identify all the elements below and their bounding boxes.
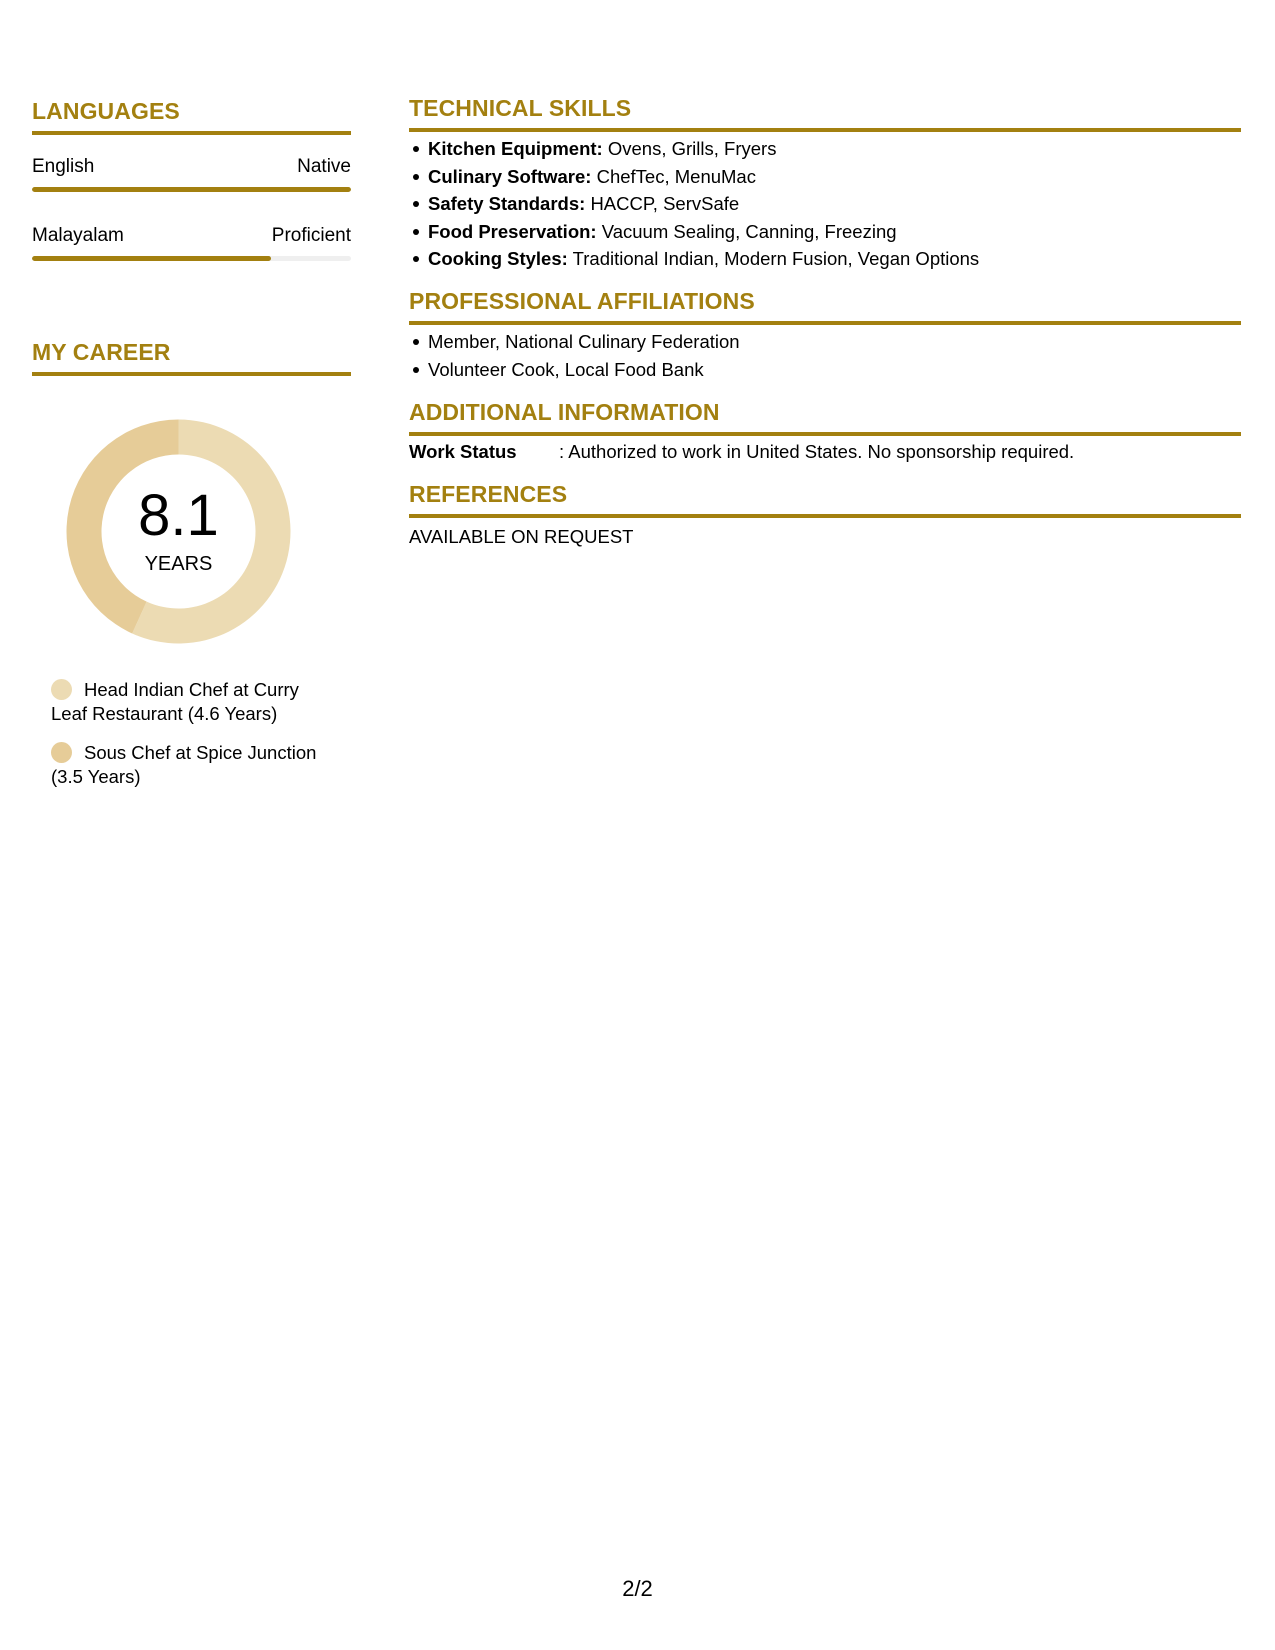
skill-value: Ovens, Grills, Fryers <box>607 138 777 159</box>
work-status-label: Work Status <box>409 441 517 462</box>
page-number: 2/2 <box>622 1576 653 1601</box>
work-status-row <box>409 441 1074 463</box>
skill-label: Safety Standards: <box>428 193 586 214</box>
languages-heading: LANGUAGES <box>32 98 351 135</box>
language-name: Malayalam <box>32 225 124 246</box>
career-total-value: 8.1 <box>138 483 219 548</box>
technical-skills-heading: TECHNICAL SKILLS <box>409 95 1241 132</box>
list-item: Member, National Culinary Federation <box>428 328 740 356</box>
list-item <box>428 163 979 191</box>
language-row-malayalam <box>32 225 351 247</box>
language-bar-english <box>32 187 351 192</box>
skill-label: Kitchen Equipment: <box>428 138 603 159</box>
list-item <box>428 190 979 218</box>
skill-value: Vacuum Sealing, Canning, Freezing <box>601 220 897 242</box>
career-donut-chart <box>66 419 291 644</box>
skill-label: Culinary Software: <box>428 165 592 187</box>
work-status-value: : Authorized to work in United States. No sponsorship required. <box>559 441 1075 462</box>
references-text: AVAILABLE ON REQUEST <box>409 526 634 547</box>
legend-item <box>51 741 331 789</box>
language-bar-fill <box>32 256 271 261</box>
additional-info-heading: ADDITIONAL INFORMATION <box>409 399 1241 436</box>
skill-value: ChefTec, MenuMac <box>596 165 756 187</box>
legend-label: Head Indian Chef at Curry Leaf Restaurant (4.6 Years) <box>51 679 299 724</box>
legend-item <box>51 678 331 726</box>
technical-skills-list <box>409 135 979 273</box>
skill-label: Cooking Styles: <box>428 248 568 269</box>
legend-swatch <box>51 679 72 700</box>
legend-label: Sous Chef at Spice Junction (3.5 Years) <box>51 742 317 787</box>
skill-value: HACCP, ServSafe <box>590 193 740 214</box>
language-level: Proficient <box>271 225 351 246</box>
language-name: English <box>32 156 95 177</box>
skill-value: Traditional Indian, Modern Fusion, Vegan Options <box>572 248 980 269</box>
references-heading: REFERENCES <box>409 481 1241 518</box>
language-level: Native <box>297 156 351 177</box>
affiliations-list <box>409 328 740 383</box>
list-item: Volunteer Cook, Local Food Bank <box>428 356 740 384</box>
legend-swatch <box>51 742 72 763</box>
language-bar-fill <box>32 187 351 192</box>
career-heading: MY CAREER <box>32 339 351 376</box>
language-row-english <box>32 156 351 178</box>
list-item <box>428 245 979 273</box>
list-item <box>428 135 979 163</box>
career-total-unit: YEARS <box>144 553 213 575</box>
language-bar-malayalam <box>32 256 351 261</box>
list-item <box>428 218 979 246</box>
skill-label: Food Preservation: <box>428 220 597 242</box>
affiliations-heading: PROFESSIONAL AFFILIATIONS <box>409 288 1241 325</box>
